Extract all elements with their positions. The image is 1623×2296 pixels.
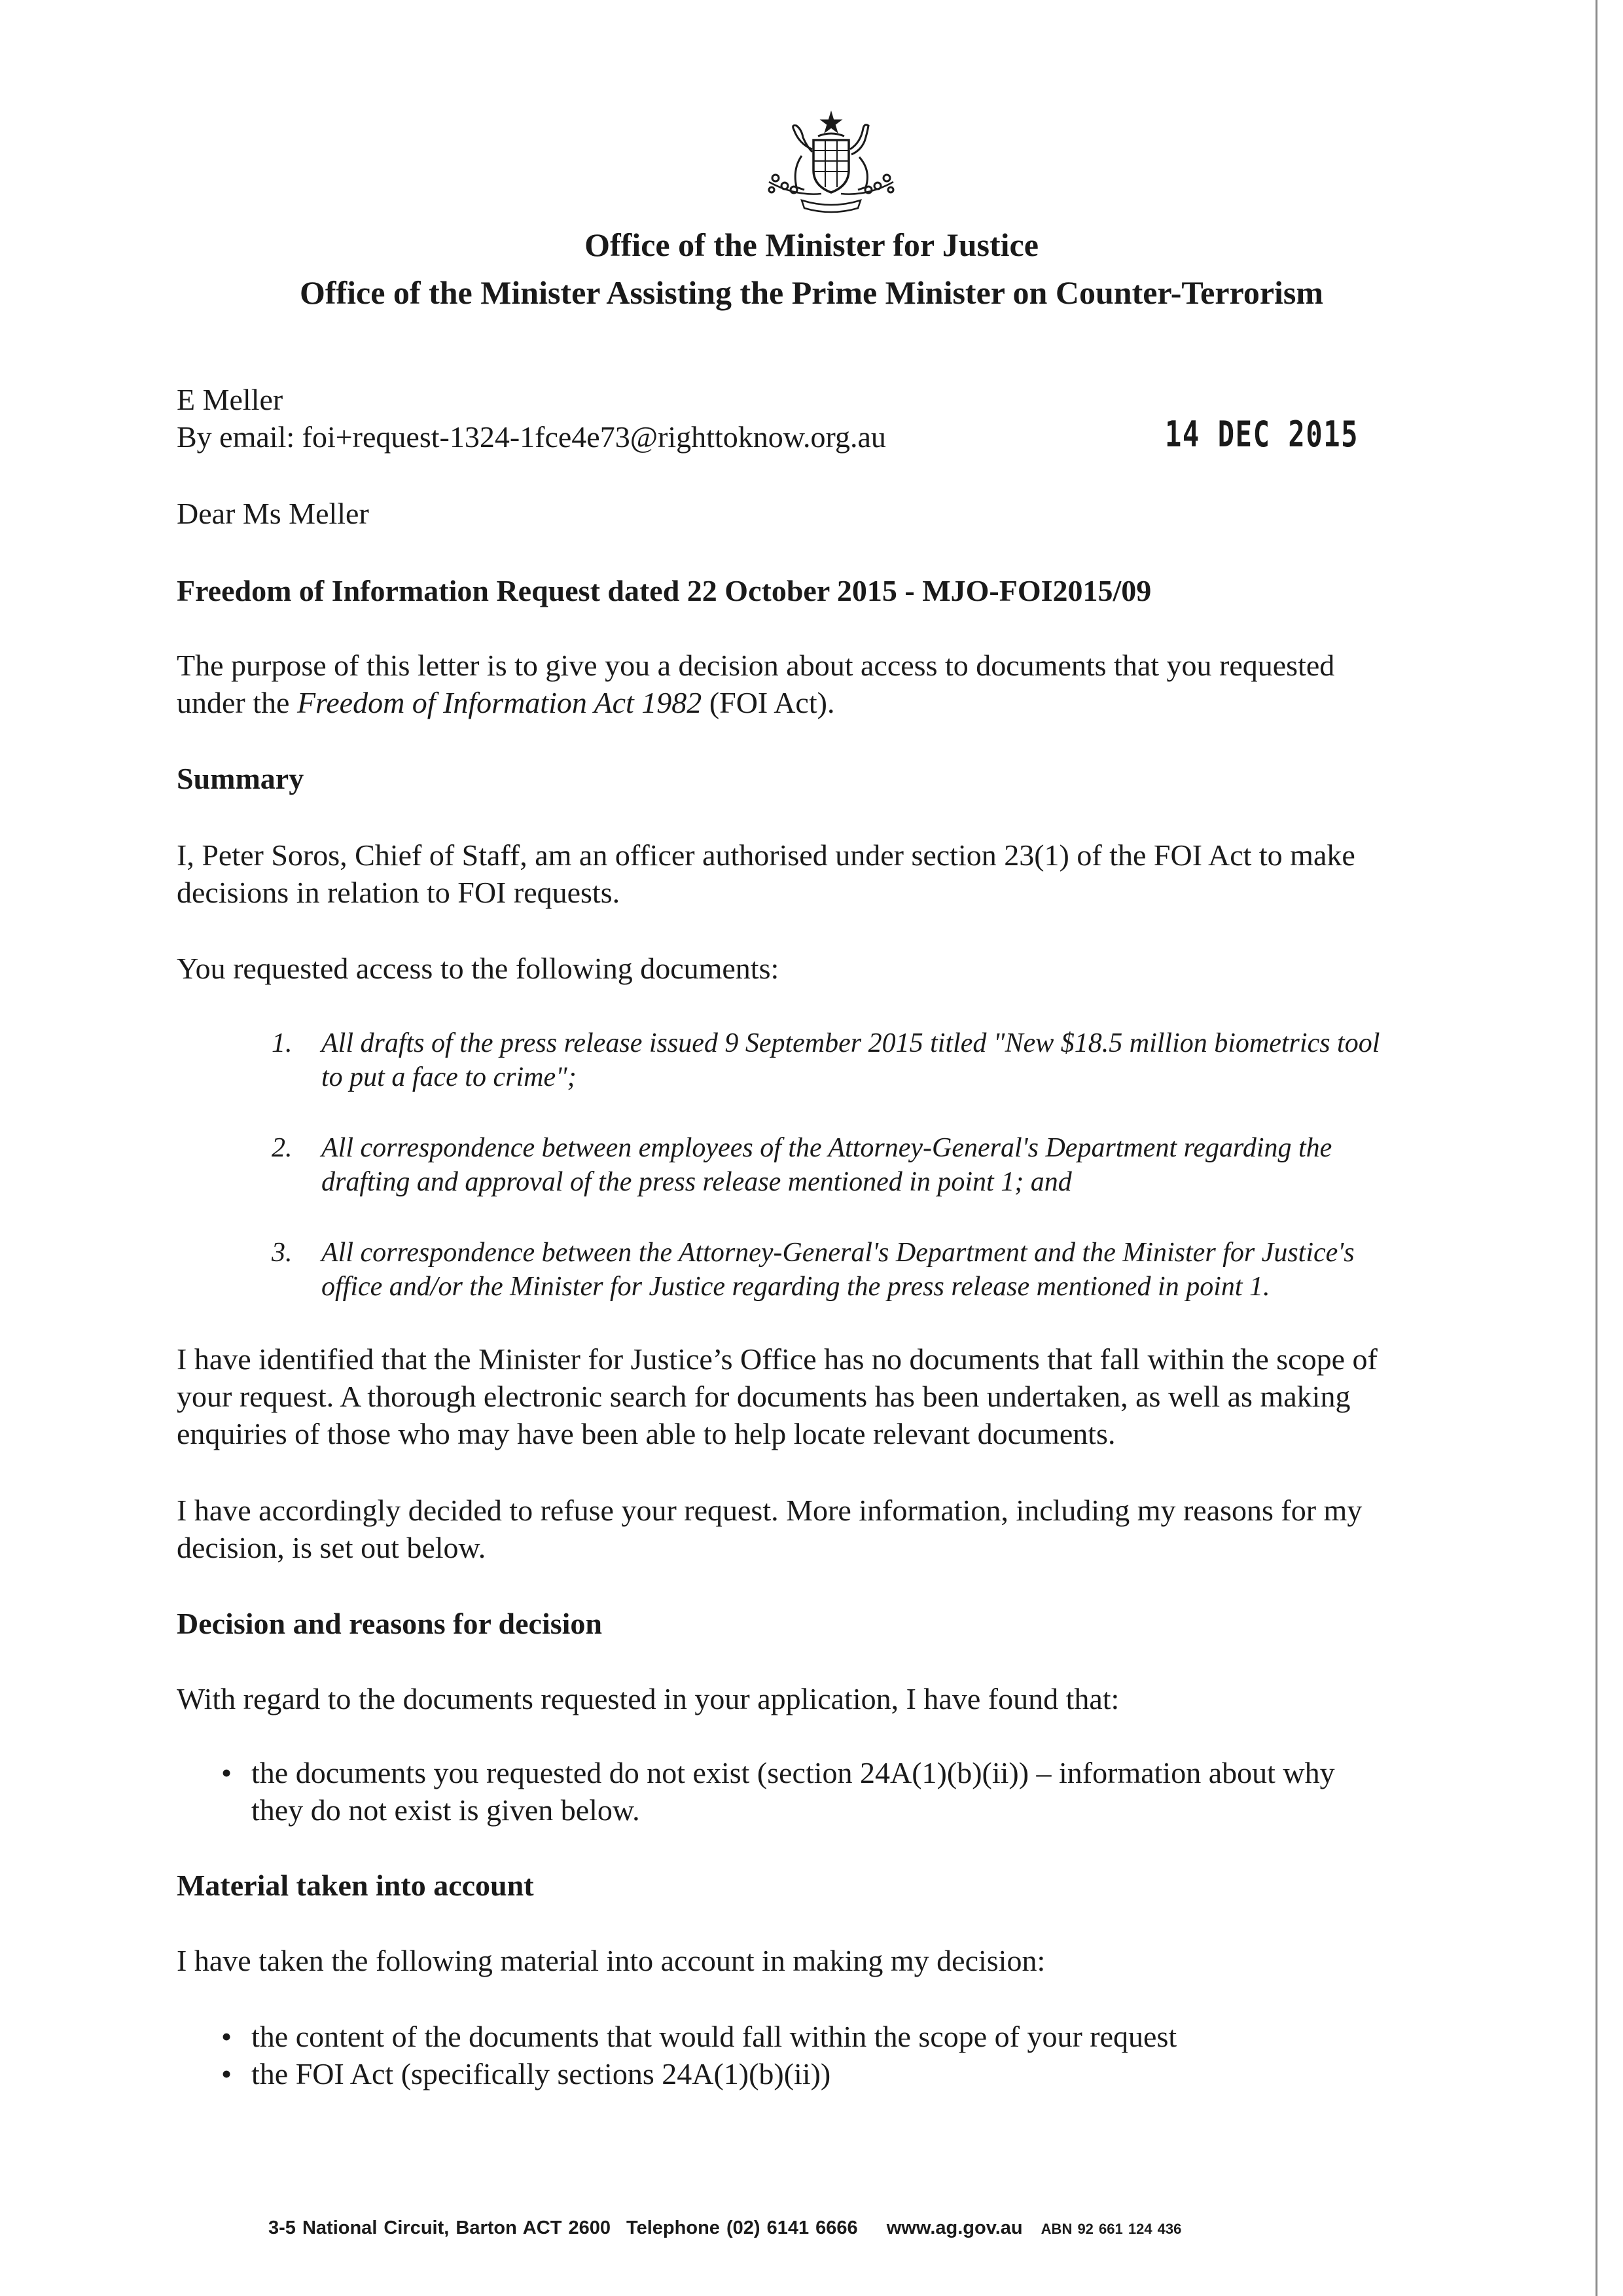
bullet-icon: •	[221, 2057, 232, 2090]
intro-line-2	[177, 684, 834, 721]
material-heading: Material taken into account	[177, 1869, 534, 1902]
list-item-text: the content of the documents that would fall within the scope of your request	[251, 2020, 1177, 2053]
date-stamp: 14 DEC 2015	[1165, 414, 1359, 455]
summary-para3-line-1: I have accordingly decided to refuse your request. More information, including my reasons for my	[177, 1494, 1363, 1527]
summary-para2-line-2: your request. A thorough electronic search for documents has been undertaken, as well as making	[177, 1380, 1351, 1413]
intro-line-2-pre: under the	[177, 686, 297, 719]
subject-line: Freedom of Information Request dated 22 October 2015 - MJO-FOI2015/09	[177, 574, 1152, 607]
list-item-line-2: drafting and approval of the press release mentioned in point 1; and	[321, 1167, 1072, 1197]
summary-para1-line-2: decisions in relation to FOI requests.	[177, 876, 620, 909]
summary-para1-line-1: I, Peter Soros, Chief of Staff, am an officer authorised under section 23(1) of the FOI Act to make	[177, 838, 1355, 872]
material-intro: I have taken the following material into account in making my decision:	[177, 1944, 1046, 1977]
list-item-line-1: All correspondence between the Attorney-General's Department and the Minister for Justice's	[321, 1238, 1355, 1268]
list-item-number: 3.	[272, 1238, 293, 1268]
recipient-email-line: By email: foi+request-1324-1fce4e73@righttoknow.org.au	[177, 420, 886, 454]
list-item-line-1: All correspondence between employees of the Attorney-General's Department regarding the	[321, 1133, 1332, 1163]
decision-intro: With regard to the documents requested in your application, I have found that:	[177, 1682, 1120, 1715]
decision-heading: Decision and reasons for decision	[177, 1607, 603, 1640]
decision-bullet-line-1: the documents you requested do not exist (section 24A(1)(b)(ii)) – information about why	[251, 1756, 1335, 1789]
office-title-justice: Office of the Minister for Justice	[584, 226, 1039, 263]
decision-bullet-line-2: they do not exist is given below.	[251, 1793, 640, 1827]
summary-para2-line-1: I have identified that the Minister for Justice’s Office has no documents that fall within the scope of	[177, 1342, 1378, 1376]
bullet-icon: •	[221, 1756, 232, 1789]
list-item-text	[251, 1754, 1335, 1829]
list-item-number: 2.	[272, 1133, 293, 1163]
commonwealth-coat-of-arms-icon	[756, 110, 906, 215]
summary-para2-line-3: enquiries of those who may have been able to help locate relevant documents.	[177, 1417, 1116, 1450]
list-item-text	[321, 1236, 1355, 1304]
footer-abn: ABN 92 661 124 436	[1041, 2221, 1182, 2237]
footer-telephone: Telephone (02) 6141 6666	[626, 2217, 858, 2238]
intro-line-1: The purpose of this letter is to give you a decision about access to documents that you requested	[177, 649, 1335, 682]
footer-address: 3-5 National Circuit, Barton ACT 2600	[268, 2217, 611, 2238]
page-edge-line	[1596, 0, 1597, 2296]
list-item-text	[321, 1131, 1332, 1199]
list-item-number: 1.	[272, 1028, 293, 1058]
list-item-text	[321, 1026, 1380, 1094]
salutation: Dear Ms Meller	[177, 497, 369, 530]
request-intro: You requested access to the following documents:	[177, 952, 779, 985]
recipient-name: E Meller	[177, 383, 283, 416]
summary-heading: Summary	[177, 762, 304, 795]
list-item-line-2: to put a face to crime";	[321, 1062, 577, 1092]
bullet-icon: •	[221, 2020, 232, 2053]
office-title-counter-terrorism: Office of the Minister Assisting the Prime Minister on Counter-Terrorism	[299, 274, 1324, 311]
list-item-line-2: office and/or the Minister for Justice regarding the press release mentioned in point 1.	[321, 1272, 1270, 1302]
footer-website: www.ag.gov.au	[886, 2217, 1023, 2238]
page-footer	[268, 2217, 1181, 2239]
list-item-line-1: All drafts of the press release issued 9 September 2015 titled "New $18.5 million biometrics tool	[321, 1028, 1380, 1058]
summary-para3-line-2: decision, is set out below.	[177, 1531, 486, 1564]
list-item-text: the FOI Act (specifically sections 24A(1)(b)(ii))	[251, 2057, 831, 2090]
intro-line-2-post: (FOI Act).	[702, 686, 835, 719]
act-title: Freedom of Information Act 1982	[296, 686, 702, 719]
